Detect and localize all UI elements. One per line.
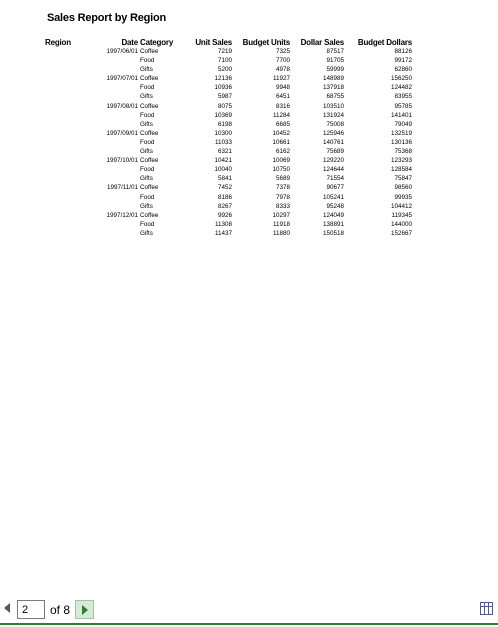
row-budget-units-cell: 10750 <box>272 166 290 174</box>
row-budget-units-cell: 11918 <box>272 220 290 228</box>
table-row <box>0 120 498 129</box>
row-dollar-sales-cell: 103510 <box>322 102 344 110</box>
row-category-cell: Gifts <box>140 175 153 183</box>
row-category-cell: Coffee <box>140 211 159 219</box>
row-budget-units-cell: 11880 <box>272 229 290 237</box>
row-budget-units-cell: 10452 <box>272 129 290 137</box>
row-dollar-sales-cell: 68755 <box>326 93 344 101</box>
row-budget-dollars-cell: 156250 <box>390 75 412 83</box>
row-dollar-sales-cell: 59999 <box>326 66 344 74</box>
row-unit-sales-cell: 9926 <box>217 211 232 219</box>
row-budget-units-cell: 8333 <box>275 202 290 210</box>
row-dollar-sales-cell: 140761 <box>322 138 344 146</box>
table-row <box>0 156 498 165</box>
row-budget-dollars-cell: 130136 <box>390 138 412 146</box>
row-budget-units-cell: 11284 <box>272 111 290 119</box>
row-dollar-sales-cell: 87517 <box>326 48 344 55</box>
row-date-cell: 1997/06/01 <box>106 48 138 55</box>
row-budget-dollars-cell: 123293 <box>390 157 412 165</box>
row-budget-units-cell: 7325 <box>275 48 290 55</box>
row-unit-sales-cell: 8186 <box>217 193 232 201</box>
row-budget-dollars-cell: 141401 <box>390 111 412 119</box>
grid-view-icon[interactable] <box>480 602 493 615</box>
row-category-cell: Food <box>140 111 155 119</box>
row-category-cell: Coffee <box>140 129 159 137</box>
row-unit-sales-cell: 7452 <box>217 184 232 192</box>
row-budget-dollars-cell: 152667 <box>390 229 412 237</box>
table-row <box>0 174 498 183</box>
previous-page-button[interactable] <box>4 603 10 613</box>
table-row <box>0 92 498 101</box>
row-dollar-sales-cell: 105241 <box>322 193 344 201</box>
row-category-cell: Gifts <box>140 148 153 156</box>
row-budget-dollars-cell: 75847 <box>394 175 412 183</box>
row-dollar-sales-cell: 95248 <box>326 202 344 210</box>
column-header-region: Region <box>45 38 71 47</box>
row-unit-sales-cell: 6321 <box>217 148 232 156</box>
column-header-budget-units: Budget Units <box>242 38 290 47</box>
row-budget-dollars-cell: 95785 <box>394 102 412 110</box>
row-budget-dollars-cell: 75368 <box>394 148 412 156</box>
row-unit-sales-cell: 11308 <box>214 220 232 228</box>
row-budget-dollars-cell: 124482 <box>390 84 412 92</box>
column-header-dollar-sales: Dollar Sales <box>300 38 344 47</box>
page-count-label: of 8 <box>50 603 71 617</box>
row-category-cell: Coffee <box>140 102 159 110</box>
row-budget-units-cell: 5689 <box>275 175 290 183</box>
row-unit-sales-cell: 10421 <box>214 157 232 165</box>
row-unit-sales-cell: 10040 <box>214 166 232 174</box>
table-row <box>0 129 498 138</box>
table-row <box>0 165 498 174</box>
row-category-cell: Gifts <box>140 93 153 101</box>
row-budget-units-cell: 7378 <box>275 184 290 192</box>
row-dollar-sales-cell: 91705 <box>326 57 344 65</box>
table-row <box>0 147 498 156</box>
row-dollar-sales-cell: 90677 <box>326 184 344 192</box>
row-budget-dollars-cell: 128584 <box>390 166 412 174</box>
row-category-cell: Food <box>140 166 155 174</box>
row-unit-sales-cell: 8267 <box>217 202 232 210</box>
row-unit-sales-cell: 8075 <box>217 102 232 110</box>
row-unit-sales-cell: 10369 <box>214 111 232 119</box>
row-category-cell: Coffee <box>140 75 159 83</box>
row-date-cell: 1997/08/01 <box>106 102 138 110</box>
row-budget-dollars-cell: 62860 <box>394 66 412 74</box>
report-table-body <box>0 47 498 238</box>
row-budget-dollars-cell: 104412 <box>390 202 412 210</box>
table-row <box>0 202 498 211</box>
row-dollar-sales-cell: 75008 <box>326 120 344 128</box>
row-category-cell: Gifts <box>140 120 153 128</box>
row-budget-dollars-cell: 83955 <box>394 93 412 101</box>
table-row <box>0 83 498 92</box>
row-budget-dollars-cell: 79049 <box>394 120 412 128</box>
row-budget-dollars-cell: 144000 <box>390 220 412 228</box>
row-dollar-sales-cell: 124049 <box>322 211 344 219</box>
row-category-cell: Coffee <box>140 157 159 165</box>
row-category-cell: Coffee <box>140 48 159 55</box>
row-budget-units-cell: 10297 <box>272 211 290 219</box>
row-budget-units-cell: 8316 <box>275 102 290 110</box>
table-row <box>0 74 498 83</box>
row-budget-units-cell: 11927 <box>272 75 290 83</box>
footer-divider <box>0 623 498 625</box>
row-category-cell: Food <box>140 193 155 201</box>
row-unit-sales-cell: 10300 <box>214 129 232 137</box>
row-unit-sales-cell: 6198 <box>217 120 232 128</box>
row-budget-dollars-cell: 99172 <box>394 57 412 65</box>
row-category-cell: Gifts <box>140 202 153 210</box>
row-unit-sales-cell: 7219 <box>217 48 232 55</box>
row-dollar-sales-cell: 148989 <box>322 75 344 83</box>
table-row <box>0 102 498 111</box>
row-budget-units-cell: 6451 <box>275 93 290 101</box>
table-row <box>0 56 498 65</box>
row-budget-dollars-cell: 88126 <box>394 48 412 55</box>
row-unit-sales-cell: 5987 <box>217 93 232 101</box>
table-row <box>0 47 498 56</box>
row-budget-dollars-cell: 99935 <box>394 193 412 201</box>
row-dollar-sales-cell: 131924 <box>322 111 344 119</box>
row-category-cell: Food <box>140 84 155 92</box>
row-unit-sales-cell: 7100 <box>217 57 232 65</box>
row-date-cell: 1997/10/01 <box>106 157 138 165</box>
page-number-input[interactable] <box>17 600 45 619</box>
row-dollar-sales-cell: 71554 <box>326 175 344 183</box>
row-budget-units-cell: 10661 <box>272 138 290 146</box>
row-date-cell: 1997/11/01 <box>106 184 138 192</box>
table-row <box>0 65 498 74</box>
table-row <box>0 193 498 202</box>
report-title: Sales Report by Region <box>47 12 167 24</box>
table-row <box>0 183 498 192</box>
row-unit-sales-cell: 5200 <box>217 66 232 74</box>
row-unit-sales-cell: 10936 <box>214 84 232 92</box>
row-dollar-sales-cell: 125946 <box>322 129 344 137</box>
row-dollar-sales-cell: 129220 <box>322 157 344 165</box>
table-row <box>0 229 498 238</box>
row-dollar-sales-cell: 124644 <box>322 166 344 174</box>
row-date-cell: 1997/09/01 <box>106 129 138 137</box>
table-row <box>0 138 498 147</box>
row-category-cell: Coffee <box>140 184 159 192</box>
table-row <box>0 211 498 220</box>
row-unit-sales-cell: 11437 <box>214 229 232 237</box>
column-header-budget-dollars: Budget Dollars <box>357 38 412 47</box>
row-category-cell: Food <box>140 57 155 65</box>
row-budget-units-cell: 7700 <box>275 57 290 65</box>
table-row <box>0 111 498 120</box>
table-row <box>0 220 498 229</box>
row-dollar-sales-cell: 150518 <box>322 229 344 237</box>
row-dollar-sales-cell: 138891 <box>322 220 344 228</box>
row-date-cell: 1997/12/01 <box>106 211 138 219</box>
row-budget-units-cell: 7978 <box>275 193 290 201</box>
row-budget-units-cell: 6685 <box>275 120 290 128</box>
column-header-unit-sales: Unit Sales <box>195 38 232 47</box>
row-unit-sales-cell: 12136 <box>214 75 232 83</box>
row-dollar-sales-cell: 75689 <box>326 148 344 156</box>
row-budget-units-cell: 10069 <box>272 157 290 165</box>
row-budget-units-cell: 6162 <box>275 148 290 156</box>
row-date-cell: 1997/07/01 <box>106 75 138 83</box>
row-budget-units-cell: 4978 <box>275 66 290 74</box>
row-dollar-sales-cell: 137918 <box>322 84 344 92</box>
row-unit-sales-cell: 5841 <box>217 175 232 183</box>
row-budget-units-cell: 9948 <box>275 84 290 92</box>
next-page-button[interactable] <box>75 600 94 619</box>
row-budget-dollars-cell: 132519 <box>390 129 412 137</box>
row-category-cell: Food <box>140 220 155 228</box>
column-header-category: Category <box>140 38 174 47</box>
column-header-date: Date <box>121 38 138 47</box>
row-category-cell: Gifts <box>140 66 153 74</box>
row-category-cell: Food <box>140 138 155 146</box>
row-budget-dollars-cell: 98560 <box>394 184 412 192</box>
row-budget-dollars-cell: 119345 <box>391 211 412 219</box>
row-unit-sales-cell: 11033 <box>214 138 232 146</box>
row-category-cell: Gifts <box>140 229 153 237</box>
